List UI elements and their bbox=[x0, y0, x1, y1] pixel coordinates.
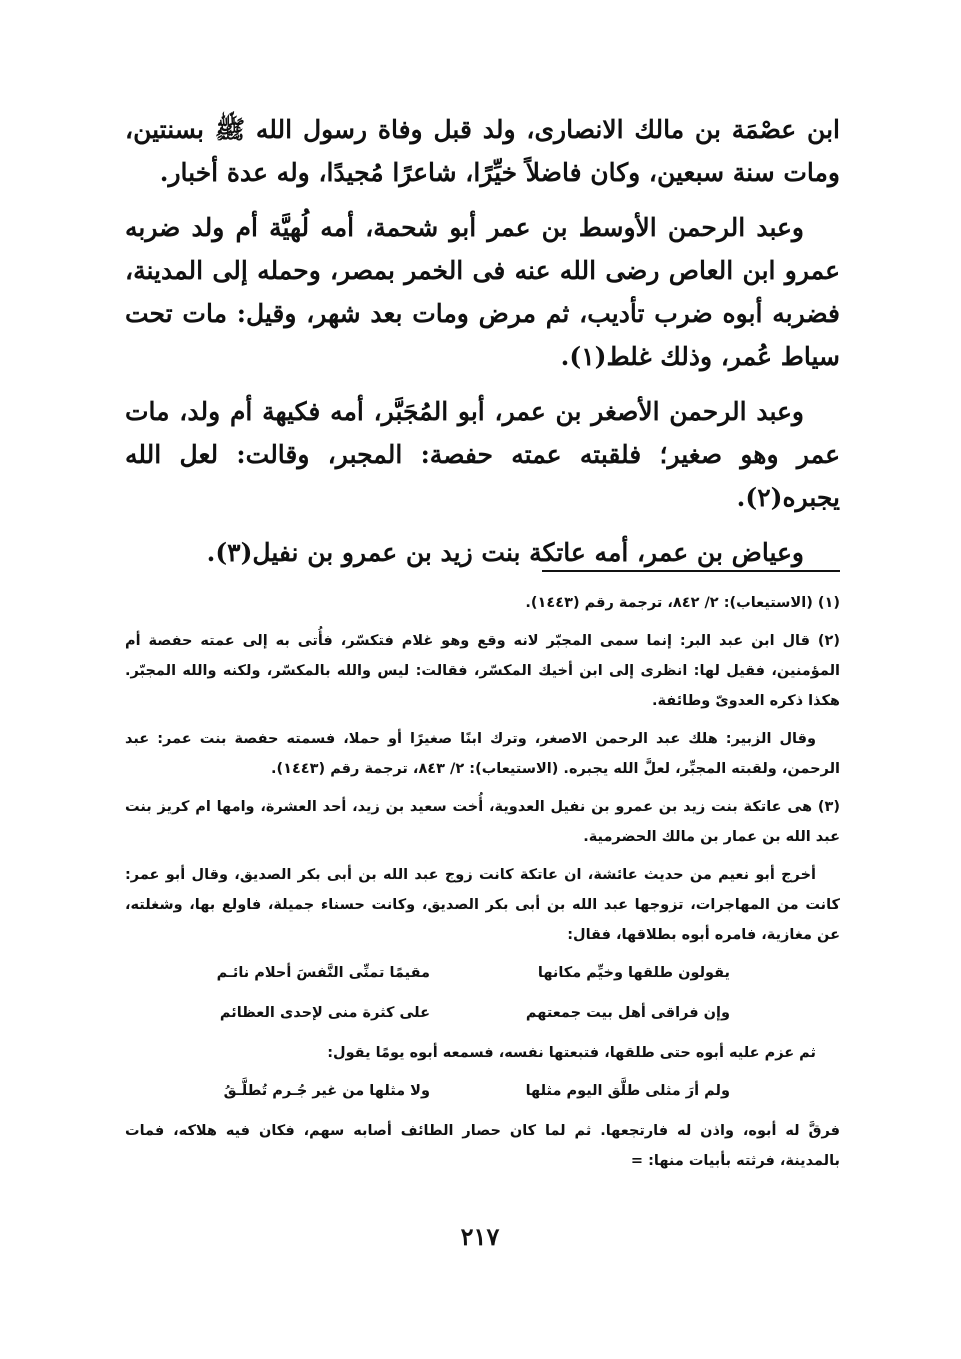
verse-line-1 bbox=[125, 958, 840, 988]
footnote-3-narrative: ثم عزم عليه أبوه حتى طلقها، فتبعتها نفسه، فسمعه أبوه يومًا يقول: bbox=[327, 1045, 816, 1061]
main-text bbox=[125, 108, 840, 586]
footnote-3-continued: أخرج أبو نعيم من حديث عائشة، ان عاتكة كانت زوج عبد الله بن أبى بكر الصديق، وقال أبو عمر: كانت من المهاجرات، تزوجها عبد الله بن أبى بكر الصديق، وكانت حسناء جميلة، فاولع بها، وشغلته، عن مغازية، فامره أبوه بطلاقها، فقال: bbox=[125, 867, 840, 943]
footnote-2-continued: وقال الزبير: هلك عبد الرحمن الاصغر، وترك ابنًا صغيرًا أو حملا، فسمته حفصة بنت عمر: عبد الرحمن، ولقبته المجبِّر، لعلَّ الله يجبره. (الاستيعاب): ٢/ ٨٤٣، ترجمة رقم (١٤٤٣). bbox=[125, 731, 840, 777]
verse-line-3 bbox=[125, 1076, 840, 1106]
paragraph-1: ابن عصْمَة بن مالك الانصارى، ولد قبل وفاة رسول الله ﷺ بسنتين، ومات سنة سبعين، وكان فاضلاً خيِّرًا، شاعرًا مُجيدًا، وله عدة أخبار. bbox=[125, 115, 840, 187]
verse-hemistich: ولا مثلها من غير جُـرم تُطلَّـقُ bbox=[223, 1083, 430, 1099]
footnote-2: (٢) قال ابن عبد البر: إنما سمى المجبّر لانه وقع وهو غلام فتكسّر، فأُتى به إلى عمته حفصة أم المؤمنين، فقيل لها: انظرى إلى ابن أخيك المكسّر، فقالت: ليس والله بالمكسّر، ولكنه والله المجبّر. هكذا ذكره العدوىّ وطائفة. bbox=[125, 633, 840, 709]
footnote-1: (١) (الاستيعاب): ٢/ ٨٤٢، ترجمة رقم (١٤٤٣). bbox=[525, 595, 840, 611]
verse-hemistich: مقيمًا تمنِّى النَّفسَ أحلام نائـم bbox=[216, 965, 430, 981]
verse-hemistich: يقولون طلقها وخيِّم مكانها bbox=[537, 965, 730, 981]
paragraph-3: وعبد الرحمن الأصغر بن عمر، أبو المُجَبَّر، أمه فكيهة أم ولد، مات عمر وهو صغير؛ فلقبته عمته حفصة: المجبر، وقالت: لعل الله يجبره(٢). bbox=[125, 397, 840, 512]
verse-hemistich: وإن فراقى أهل بيت جمعتهم bbox=[525, 1005, 730, 1021]
footnotes bbox=[125, 588, 840, 1184]
paragraph-4: وعياض بن عمر، أمه عاتكة بنت زيد بن عمرو بن نفيل(٣). bbox=[206, 538, 804, 567]
verse-line-2 bbox=[125, 998, 840, 1028]
footnote-3: (٣) هى عاتكة بنت زيد بن عمرو بن نفيل العدوية، أُخت سعيد بن زيد، أحد العشرة، وامها ام كريز بنت عبد الله بن عمار بن مالك الحضرمية. bbox=[125, 799, 840, 845]
verse-hemistich: ولم أرَ مثلى طلَّق اليوم مثلها bbox=[525, 1083, 730, 1099]
paragraph-2: وعبد الرحمن الأوسط بن عمر أبو شحمة، أمه لُهيَّة أم ولد ضربه عمرو ابن العاص رضى الله عنه فى الخمر بمصر، وحمله إلى المدينة، فضربه أبوه ضرب تأديب، ثم مرض ومات بعد شهر، وقيل: مات تحت سياط عُمر، وذلك غلط(١). bbox=[125, 213, 840, 371]
footnote-separator bbox=[542, 570, 840, 572]
page-number: ٢١٧ bbox=[460, 1222, 500, 1251]
footnote-3-ending: فرقَّ له أبوه، واذن له فارتجعها. ثم لما كان حصار الطائف أصابه سهم، فكان فيه هلاكه، فمات بالمدينة، فرثته بأبيات منها: = bbox=[125, 1123, 840, 1169]
verse-hemistich: على كثرة منى لإحدى العظائم bbox=[219, 1005, 430, 1021]
